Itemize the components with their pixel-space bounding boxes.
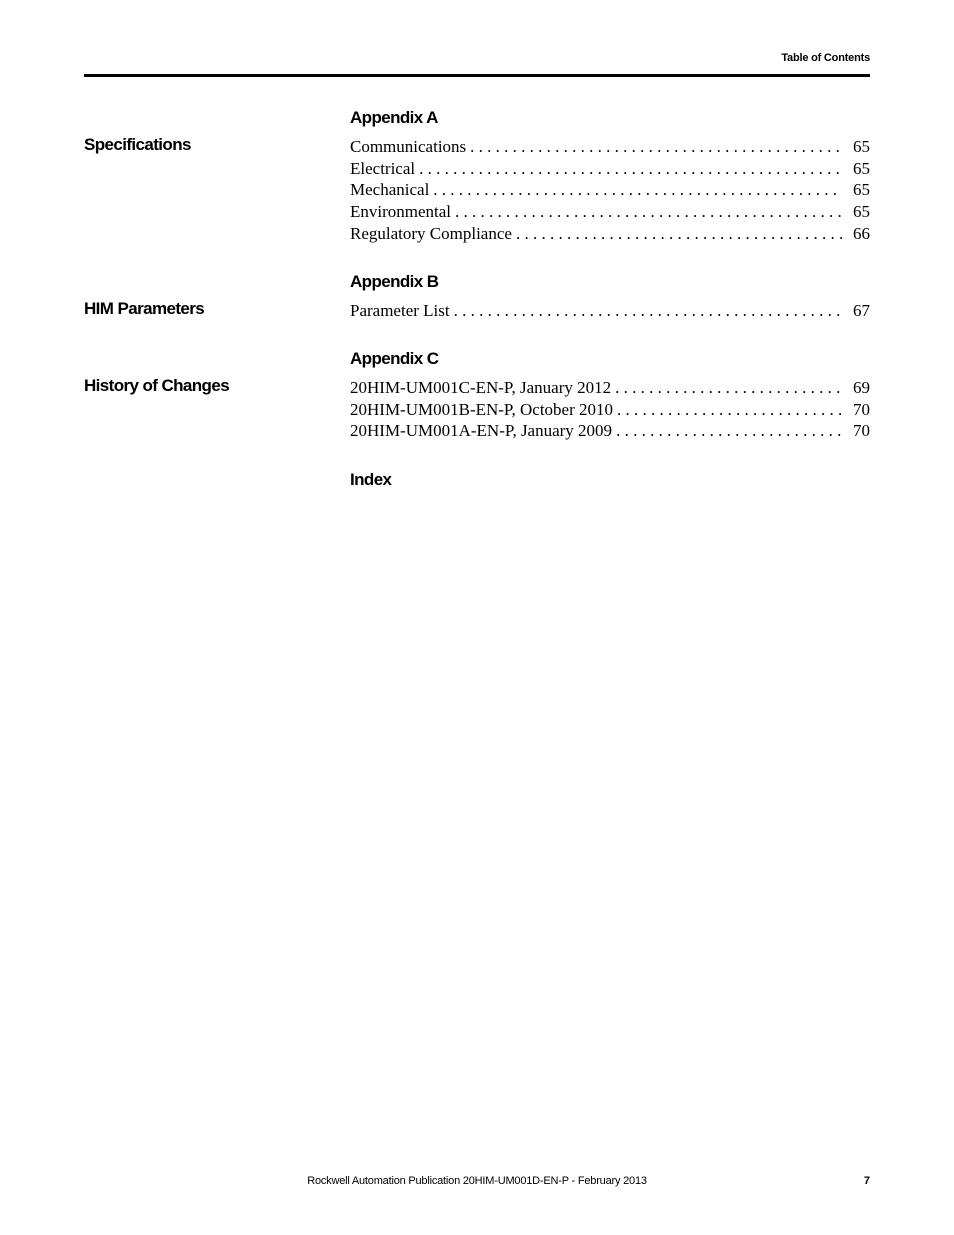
- chapter-title-him-parameters: HIM Parameters: [84, 299, 205, 318]
- footer-publication: Rockwell Automation Publication 20HIM-UM001D-EN-P - February 2013: [307, 1175, 647, 1187]
- toc-entry-title: Parameter List: [350, 301, 450, 320]
- toc-entry-page: 65: [853, 202, 870, 222]
- dot-leader: [455, 201, 842, 223]
- toc-entry-title: Communications: [350, 137, 467, 156]
- toc-entry-title: Environmental: [350, 202, 452, 222]
- toc-entry-title: 20HIM-UM001C-EN-P, January 2012: [350, 378, 612, 397]
- toc-entry[interactable]: [350, 158, 870, 180]
- toc-list-appendix-a: [350, 136, 870, 244]
- toc-entry[interactable]: [350, 399, 870, 421]
- toc-entry-page: 70: [853, 399, 870, 419]
- dot-leader: [617, 399, 842, 421]
- toc-list-appendix-c: [350, 377, 870, 442]
- dot-leader: [616, 420, 842, 442]
- toc-entry-title: 20HIM-UM001A-EN-P, January 2009: [350, 421, 613, 441]
- running-header: Table of Contents: [781, 52, 870, 64]
- toc-entry-page: 65: [853, 158, 870, 178]
- toc-entry[interactable]: [350, 179, 870, 201]
- toc-entry[interactable]: [350, 300, 870, 322]
- toc-entry[interactable]: [350, 223, 870, 245]
- toc-entry-title: Regulatory Compliance: [350, 223, 512, 243]
- chapter-title-specifications: Specifications: [84, 135, 191, 154]
- dot-leader: [516, 223, 842, 245]
- toc-entry[interactable]: [350, 377, 870, 399]
- toc-entry-title: Mechanical: [350, 180, 430, 200]
- toc-entry-title: 20HIM-UM001B-EN-P, October 2010: [350, 399, 614, 419]
- dot-leader: [433, 179, 842, 201]
- toc-entry[interactable]: [350, 136, 870, 158]
- toc-entry-page: 67: [853, 301, 870, 320]
- footer-page-number: 7: [863, 1175, 870, 1187]
- index-heading[interactable]: Index: [350, 470, 392, 489]
- toc-entry-page: 65: [853, 137, 870, 156]
- toc-entry[interactable]: [350, 201, 870, 223]
- toc-entry-title: Electrical: [350, 158, 416, 178]
- chapter-title-history-of-changes: History of Changes: [84, 376, 230, 395]
- appendix-b-heading: Appendix B: [350, 272, 439, 291]
- toc-entry-page: 70: [853, 421, 870, 441]
- dot-leader: [615, 377, 842, 399]
- appendix-c-heading: Appendix C: [350, 349, 439, 368]
- header-rule: [84, 74, 870, 77]
- toc-entry-page: 66: [853, 223, 870, 243]
- toc-entry-page: 65: [853, 180, 870, 200]
- toc-list-appendix-b: [350, 300, 870, 322]
- toc-entry[interactable]: [350, 420, 870, 442]
- dot-leader: [470, 136, 842, 158]
- dot-leader: [454, 300, 842, 322]
- dot-leader: [419, 158, 842, 180]
- toc-entry-page: 69: [853, 378, 870, 397]
- appendix-a-heading: Appendix A: [350, 108, 438, 127]
